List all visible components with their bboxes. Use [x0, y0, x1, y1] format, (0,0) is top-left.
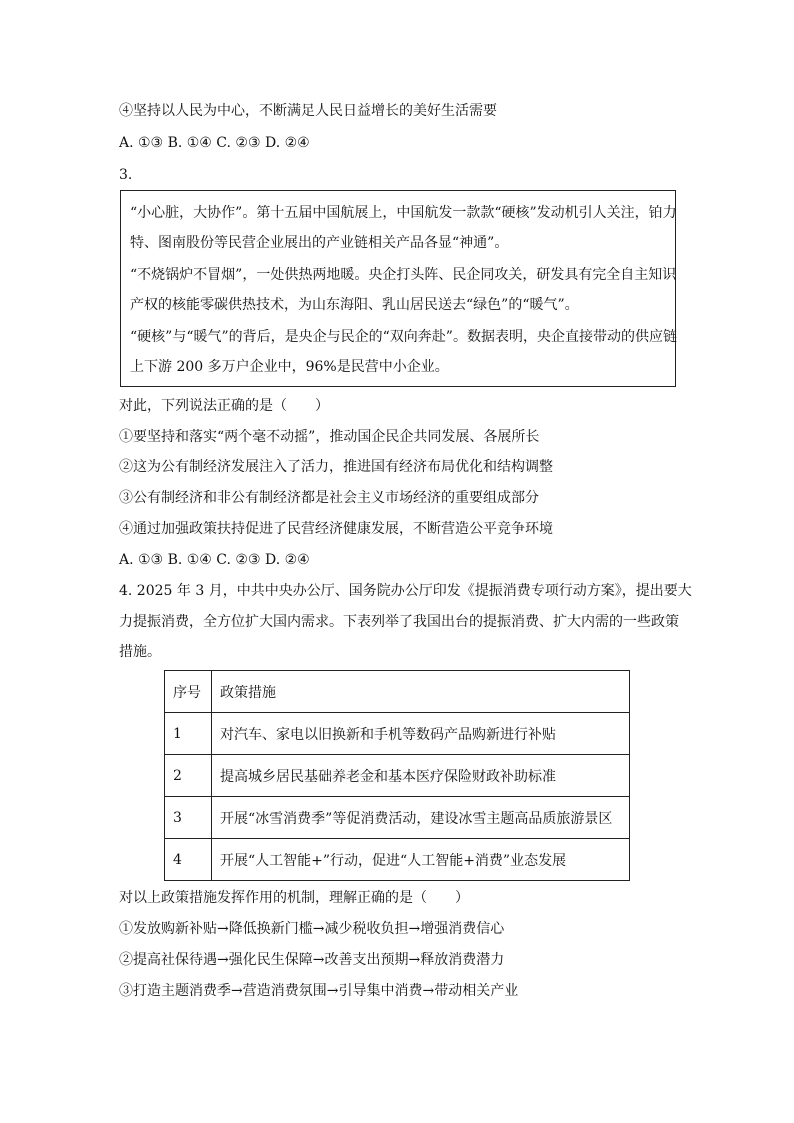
table-row	[165, 755, 630, 797]
q3-material-line: 特、图南股份等民营企业展出的产业链相关产品各显“神通”。	[130, 235, 509, 251]
q3-statement: ②这为公有制经济发展注入了活力，推进国有经济布局优化和结构调整	[119, 459, 553, 475]
q4-intro-line: 4. 2025 年 3 月，中共中央办公厅、国务院办公厅印发《提振消费专项行动方案》，提出要大	[119, 583, 692, 599]
table-cell: 对汽车、家电以旧换新和手机等数码产品购新进行补贴	[212, 713, 630, 755]
table-cell: 3	[165, 797, 212, 839]
q2-statement-4: ④坚持以人民为中心，不断满足人民日益增长的美好生活需要	[119, 103, 497, 119]
table-cell: 1	[165, 713, 212, 755]
table-header-cell: 政策措施	[212, 671, 630, 713]
q4-statement: ②提高社保待遇→强化民生保障→改善支出预期→释放消费潜力	[119, 952, 505, 968]
q4-question: 对以上政策措施发挥作用的机制，理解正确的是（ ）	[119, 890, 469, 906]
q3-material-box	[120, 190, 676, 387]
q3-options: A. ①③ B. ①④ C. ②③ D. ②④	[119, 552, 310, 568]
q3-material-line: “硬核”与“暖气”的背后，是央企与民企的“双向奔赴”。数据表明，央企直接带动的供应链	[130, 329, 677, 345]
table-header-row	[165, 671, 630, 713]
table-header-cell: 序号	[165, 671, 212, 713]
table-row	[165, 713, 630, 755]
q2-options: A. ①③ B. ①④ C. ②③ D. ②④	[119, 135, 310, 151]
table-cell: 4	[165, 839, 212, 881]
table-cell: 提高城乡居民基础养老金和基本医疗保险财政补助标准	[212, 755, 630, 797]
q3-material-line: 产权的核能零碳供热技术，为山东海阳、乳山居民送去“绿色”的“暖气”。	[130, 297, 579, 313]
q3-material-line: “小心脏，大协作”。第十五届中国航展上，中国航发一款款“硬核”发动机引人关注，铂力	[130, 205, 677, 221]
table-cell: 开展“冰雪消费季”等促消费活动，建设冰雪主题高品质旅游景区	[212, 797, 630, 839]
table-row	[165, 839, 630, 881]
q3-material-line: “不烧锅炉不冒烟”，一处供热两地暖。央企打头阵、民企同攻关，研发具有完全自主知识	[130, 267, 677, 283]
q4-statement: ③打造主题消费季→营造消费氛围→引导集中消费→带动相关产业	[119, 983, 519, 999]
q4-intro-line: 力提振消费，全方位扩大国内需求。下表列举了我国出台的提振消费、扩大内需的一些政策	[119, 614, 679, 630]
table-row	[165, 797, 630, 839]
q3-material-line: 上下游 200 多万户企业中，96%是民营中小企业。	[130, 359, 449, 375]
policy-table	[164, 670, 630, 881]
q3-statement: ①要坚持和落实“两个毫不动摇”，推动国企民企共同发展、各展所长	[119, 429, 540, 445]
table-cell: 2	[165, 755, 212, 797]
q4-intro-line: 措施。	[119, 644, 161, 660]
q3-statement: ③公有制经济和非公有制经济都是社会主义市场经济的重要组成部分	[119, 490, 539, 506]
q3-number: 3.	[119, 167, 133, 183]
table-cell: 开展“人工智能+”行动，促进“人工智能+消费”业态发展	[212, 839, 630, 881]
q3-question: 对此，下列说法正确的是（ ）	[119, 398, 329, 414]
q4-statement: ①发放购新补贴→降低换新门槛→减少税收负担→增强消费信心	[119, 921, 505, 937]
q3-statement: ④通过加强政策扶持促进了民营经济健康发展，不断营造公平竞争环境	[119, 521, 553, 537]
